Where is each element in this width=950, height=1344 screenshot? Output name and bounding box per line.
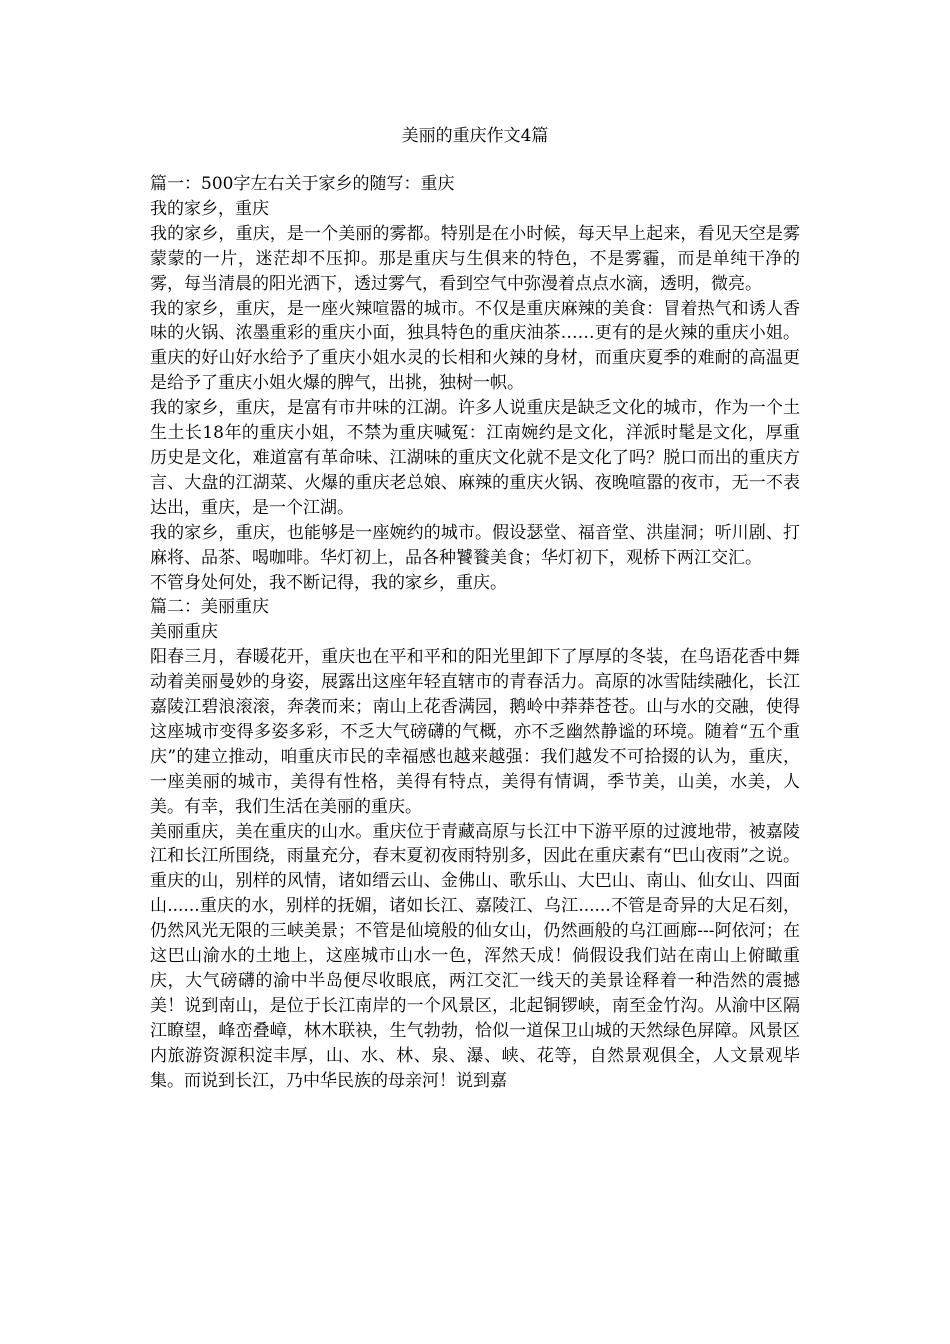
paragraph: 我的家乡，重庆，也能够是一座婉约的城市。假设瑟堂、福音堂、洪崖洞；听川剧、打麻将、品茶、喝咖啡。华灯初上，品各种饕餮美食；华灯初下，观桥下两江交汇。: [150, 522, 800, 568]
document-title: 美丽的重庆作文4篇: [401, 126, 549, 146]
section-heading: 篇二：美丽重庆: [150, 597, 269, 618]
paragraph: 不管身处何处，我不断记得，我的家乡，重庆。: [150, 572, 507, 593]
paragraph: 我的家乡，重庆，是一座火辣喧嚣的城市。不仅是重庆麻辣的美食：冒着热气和诱人香味的火锅、浓墨重彩的重庆小面，独具特色的重庆油茶……更有的是火辣的重庆小姐。重庆的好山好水给予了重庆小姐水灵的长相和火辣的身材，而重庆夏季的难耐的高温更是给予了重庆小姐火爆的脾气，出挑，独树一帜。: [150, 298, 800, 394]
paragraph: 我的家乡，重庆，是一个美丽的雾都。特别是在小时候，每天早上起来，看见天空是雾蒙蒙的一片，迷茫却不压抑。那是重庆与生俱来的特色，不是雾霾，而是单纯干净的雾，每当清晨的阳光洒下，透过雾气，看到空气中弥漫着点点水滴，透明，微亮。: [150, 223, 800, 294]
paragraph: 美丽重庆，美在重庆的山水。重庆位于青藏高原与长江中下游平原的过渡地带，被嘉陵江和长江所围绕，雨量充分，春末夏初夜雨特别多，因此在重庆素有“巴山夜雨”之说。重庆的山，别样的风情，诸如缙云山、金佛山、歌乐山、大巴山、南山、仙女山、四面山......重庆的水，别样的抚媚，诸如长江、嘉陵江、乌江......不管是奇异的大足石刻，仍然风光无限的三峡美景；不管是仙境般的仙女山，仍然画般的乌江画廊---阿依河；在这巴山渝水的土地上，这座城市山水一色，浑然天成！倘假设我们站在南山上俯瞰重庆，大气磅礴的渝中半岛便尽收眼底，两江交汇一线天的美景诠释着一种浩然的震撼美！说到南山，是位于长江南岸的一个风景区，北起铜锣峡，南至金竹沟。从渝中区隔江瞭望，峰峦叠嶂，林木联袂，生气勃勃，恰似一道保卫山城的天然绿色屏障。风景区内旅游资源积淀丰厚，山、水、林、泉、瀑、峡、花等，自然景观俱全，人文景观毕集。而说到长江，乃中华民族的母亲河！说到嘉: [150, 821, 800, 1091]
section-heading: 篇一：500字左右关于家乡的随写：重庆: [150, 174, 455, 194]
document-body: [150, 172, 800, 1094]
paragraph: 阳春三月，春暖花开，重庆也在平和平和的阳光里卸下了厚厚的冬装，在鸟语花香中舞动着美丽曼妙的身姿，展露出这座年轻直辖市的青春活力。高原的冰雪陆续融化，长江嘉陵江碧浪滚滚，奔袭而来；南山上花香满园，鹅岭中莽莽苍苍。山与水的交融，使得这座城市变得多姿多彩，不乏大气磅礴的气概，亦不乏幽然静谧的环境。随着“五个重庆”的建立推动，咱重庆市民的幸福感也越来越强：我们越发不可拾掇的认为，重庆，一座美丽的城市，美得有性格，美得有特点，美得有情调，季节美，山美，水美，人美。有幸，我们生活在美丽的重庆。: [150, 647, 800, 817]
article-title: 我的家乡，重庆: [150, 198, 269, 219]
article-title: 美丽重庆: [150, 622, 218, 643]
paragraph: 我的家乡，重庆，是富有市井味的江湖。许多人说重庆是缺乏文化的城市，作为一个土生土长18年的重庆小姐，不禁为重庆喊冤：江南婉约是文化，洋派时髦是文化，厚重历史是文化，难道富有革命味、江湖味的重庆文化就不是文化了吗？脱口而出的重庆方言、大盘的江湖菜、火爆的重庆老总娘、麻辣的重庆火锅、夜晚喧嚣的夜市，无一不表达出，重庆，是一个江湖。: [150, 398, 800, 518]
